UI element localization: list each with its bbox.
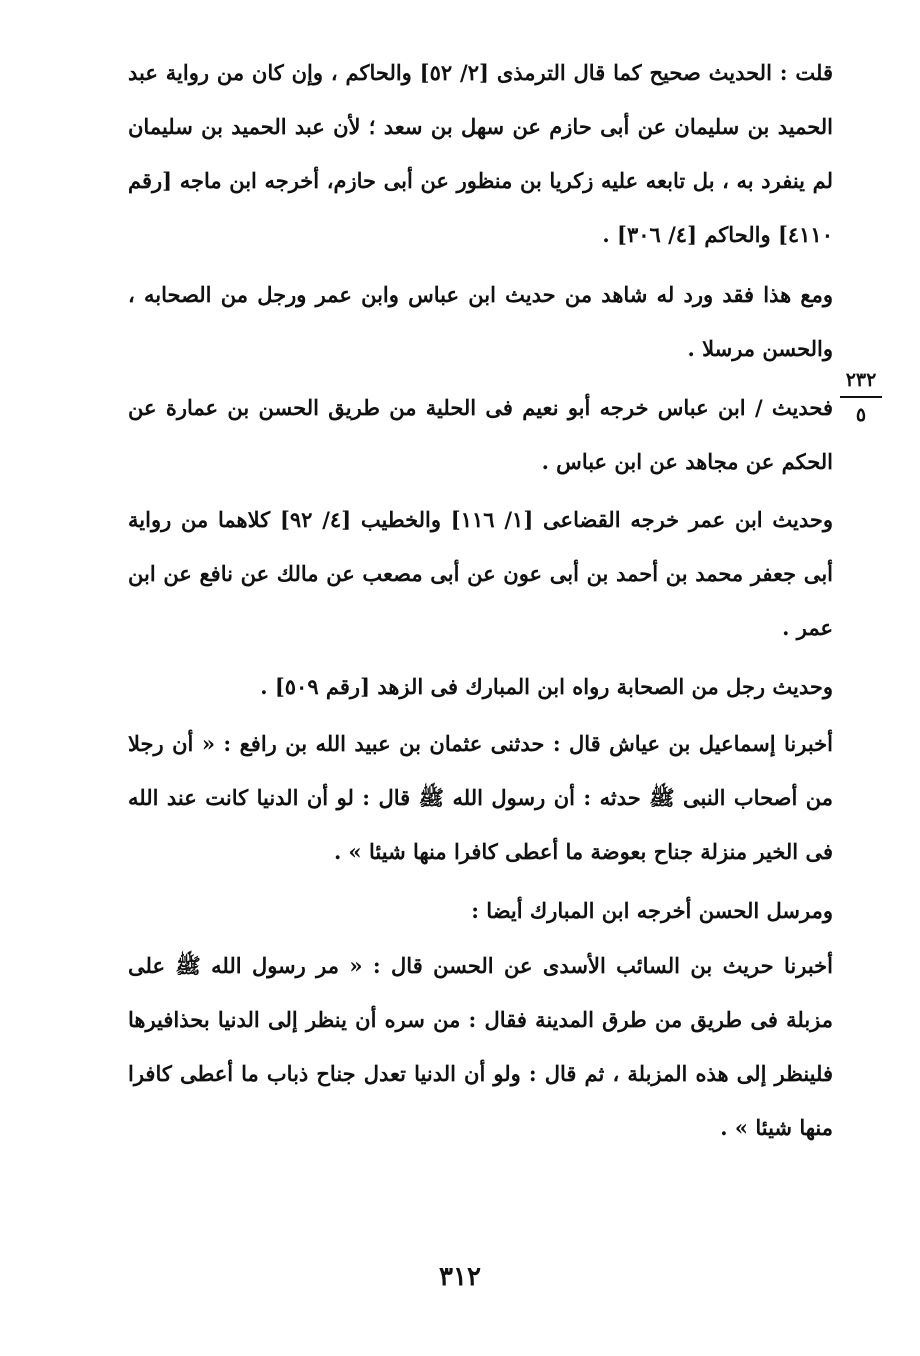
paragraph-companion-narration: وحديث رجل من الصحابة رواه ابن المبارك فى الزهد [رقم ٥٠٩] . xyxy=(260,674,833,699)
paragraph-supporting-narrations: ومع هذا فقد ورد له شاهد من حديث ابن عباس وابن عمر ورجل من الصحابه ، والحسن مرسلا . xyxy=(128,282,833,361)
page-number: ٣١٢ xyxy=(439,1262,481,1292)
margin-reference-number: ٢٣٢ xyxy=(845,369,877,391)
margin-reference-line: ٥ xyxy=(855,404,867,426)
paragraph-hasan-mursal: ومرسل الحسن أخرجه ابن المبارك أيضا : xyxy=(471,898,833,923)
margin-reference-rule xyxy=(840,396,882,398)
paragraph-ibn-umar: وحديث ابن عمر خرجه القضاعى [١/ ١١٦] والخطيب [٤/ ٩٢] كلاهما من رواية أبى جعفر محمد بن أحمد بن أبى عون عن أبى مصعب عن مالك عن نافع عن ابن عمر . xyxy=(128,507,834,640)
paragraph-ibn-abbas: فحديث / ابن عباس خرجه أبو نعيم فى الحلية من طريق الحسن بن عمارة عن الحكم عن مجاهد عن ابن عباس . xyxy=(128,395,833,474)
paragraph-hurayth-chain: أخبرنا حريث بن السائب الأسدى عن الحسن قال : « مر رسول الله ﷺ على مزبلة فى طريق من طرق المدينة فقال : من سره أن ينظر إلى الدنيا بحذافيرها فلينظر إلى هذه المزبلة ، ثم قال : ولو أن الدنيا تعدل جناح ذباب ما أعطى كافرا منها شيئا » . xyxy=(128,953,833,1140)
margin-reference xyxy=(836,368,886,426)
paragraph-ismail-chain: أخبرنا إسماعيل بن عياش قال : حدثنى عثمان بن عبيد الله بن رافع : « أن رجلا من أصحاب النبى ﷺ حدثه : أن رسول الله ﷺ قال : لو أن الدنيا كانت عند الله فى الخير منزلة جناح بعوضة ما أعطى كافرا منها شيئا » . xyxy=(128,731,833,864)
paragraph-hadith-grading: قلت : الحديث صحيح كما قال الترمذى [٢/ ٥٢] والحاكم ، وإن كان من رواية عبد الحميد بن سليمان عن أبى حازم عن سهل بن سعد ؛ لأن عبد الحميد بن سليمان لم ينفرد به ، بل تابعه عليه زكريا بن منظور عن أبى حازم، أخرجه ابن ماجه [رقم ٤١١٠] والحاكم [٤/ ٣٠٦] . xyxy=(128,60,834,247)
